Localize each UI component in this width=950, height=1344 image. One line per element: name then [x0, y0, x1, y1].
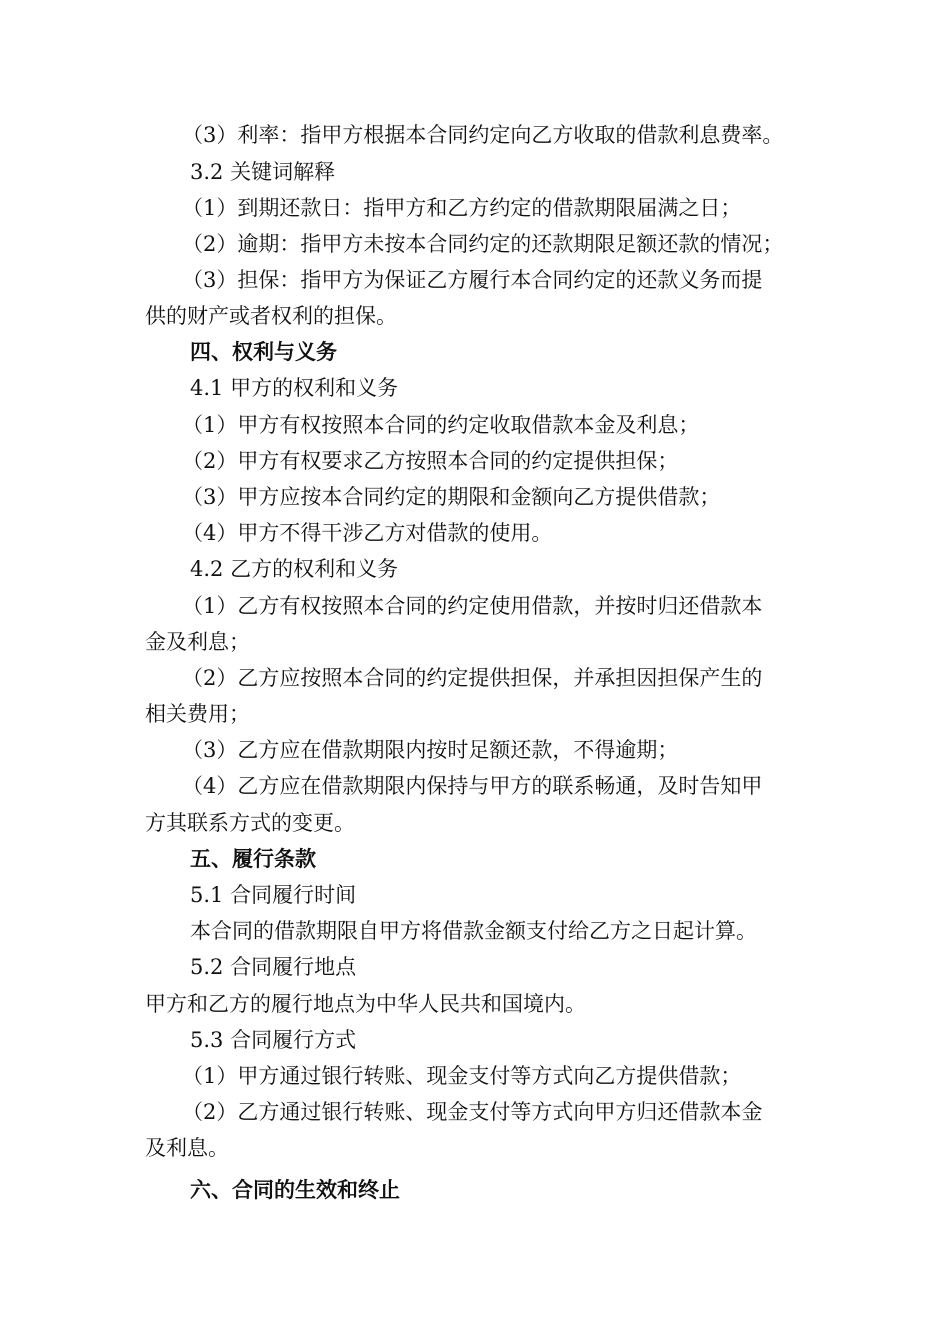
paragraph-overdue: （2）逾期：指甲方未按本合同约定的还款期限足额还款的情况；	[182, 232, 784, 256]
paragraph-5-1: 本合同的借款期限自甲方将借款金额支付给乙方之日起计算。	[190, 919, 757, 943]
list-item-a3: （3）甲方应按本合同约定的期限和金额向乙方提供借款；	[182, 485, 721, 509]
list-item-a1: （1）甲方有权按照本合同的约定收取借款本金及利息；	[182, 413, 700, 437]
section-4-2-title: 4.2 乙方的权利和义务	[190, 557, 399, 581]
list-item-b3: （3）乙方应在借款期限内按时足额还款，不得逾期；	[182, 738, 679, 762]
list-item-b1-line1: （1）乙方有权按照本合同的约定使用借款，并按时归还借款本	[182, 594, 763, 618]
list-item-c2-line1: （2）乙方通过银行转账、现金支付等方式向甲方归还借款本金	[182, 1100, 763, 1124]
list-item-b1-line2: 金及利息；	[145, 630, 250, 654]
heading-performance: 五、履行条款	[190, 847, 316, 871]
list-item-b2-line2: 相关费用；	[145, 702, 250, 726]
paragraph-interest-rate: （3）利率：指甲方根据本合同约定向乙方收取的借款利息费率。	[182, 123, 784, 147]
section-5-1-title: 5.1 合同履行时间	[190, 883, 357, 907]
heading-effect-termination: 六、合同的生效和终止	[190, 1178, 400, 1202]
section-5-2-title: 5.2 合同履行地点	[190, 955, 357, 979]
list-item-a4: （4）甲方不得干涉乙方对借款的使用。	[182, 521, 553, 545]
list-item-b4-line1: （4）乙方应在借款期限内保持与甲方的联系畅通，及时告知甲	[182, 774, 763, 798]
paragraph-due-date: （1）到期还款日：指甲方和乙方约定的借款期限届满之日；	[182, 196, 742, 220]
list-item-c1: （1）甲方通过银行转账、现金支付等方式向乙方提供借款；	[182, 1064, 742, 1088]
heading-rights-obligations: 四、权利与义务	[190, 340, 337, 364]
paragraph-5-2: 甲方和乙方的履行地点为中华人民共和国境内。	[145, 992, 586, 1016]
paragraph-guarantee-line1: （3）担保：指甲方为保证乙方履行本合同约定的还款义务而提	[182, 268, 763, 292]
list-item-a2: （2）甲方有权要求乙方按照本合同的约定提供担保；	[182, 449, 679, 473]
list-item-b2-line1: （2）乙方应按照本合同的约定提供担保，并承担因担保产生的	[182, 666, 763, 690]
list-item-c2-line2: 及利息。	[145, 1136, 229, 1160]
section-5-3-title: 5.3 合同履行方式	[190, 1028, 357, 1052]
section-4-1-title: 4.1 甲方的权利和义务	[190, 376, 399, 400]
paragraph-guarantee-line2: 供的财产或者权利的担保。	[145, 304, 397, 328]
section-3-2-title: 3.2 关键词解释	[190, 160, 336, 184]
list-item-b4-line2: 方其联系方式的变更。	[145, 811, 355, 835]
